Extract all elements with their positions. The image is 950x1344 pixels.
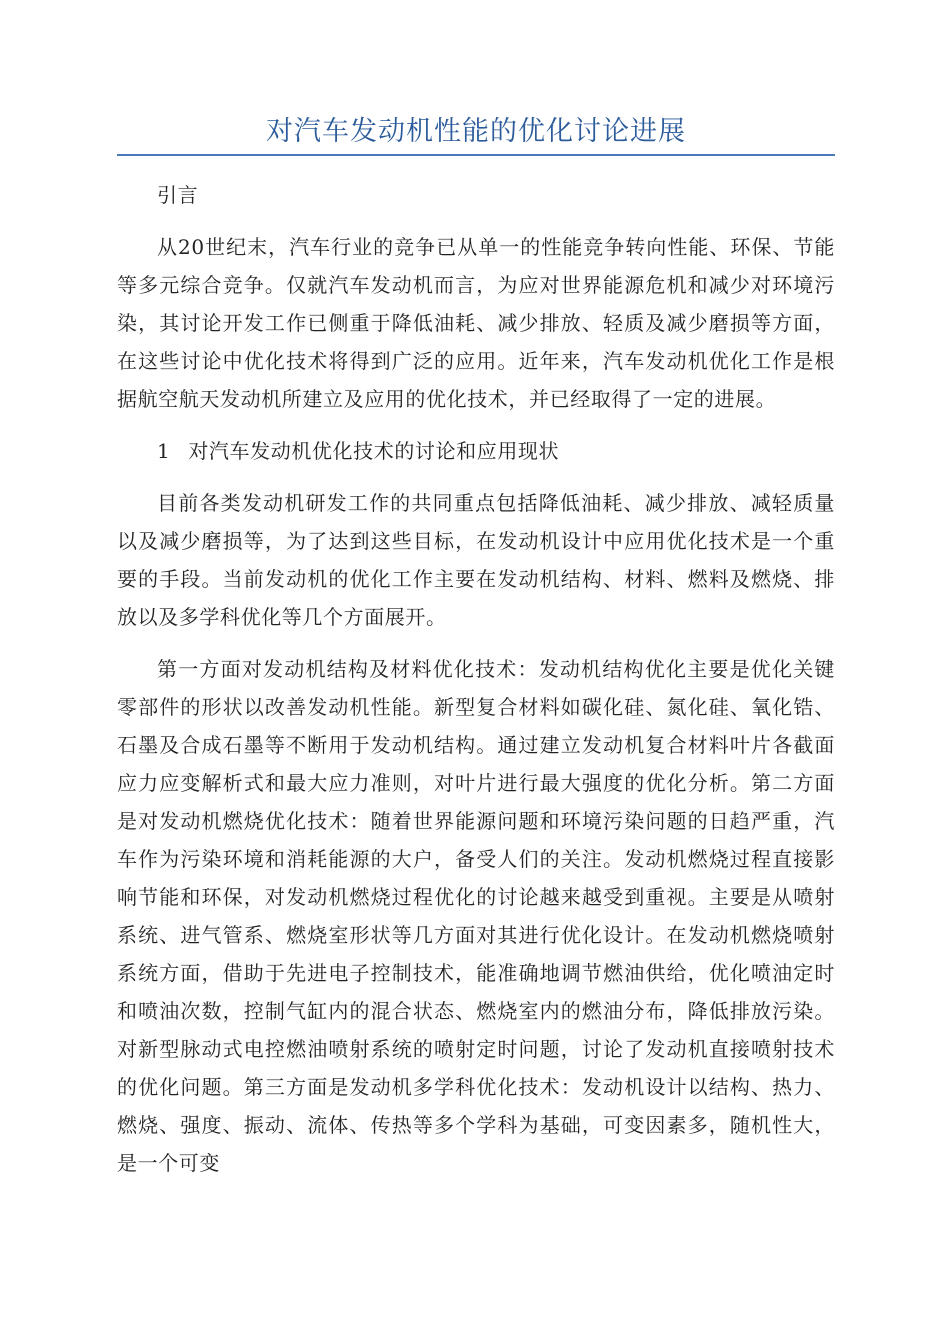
section1-heading-text: 对汽车发动机优化技术的讨论和应用现状 [188,439,560,463]
document-body [117,176,835,1196]
section1-number: 1 [157,439,171,463]
intro-heading: 引言 [157,183,199,207]
section1-paragraph-2: 第一方面对发动机结构及材料优化技术：发动机结构优化主要是优化关键零部件的形状以改善发动机性能。新型复合材料如碳化硅、氮化硅、氧化锆、石墨及合成石墨等不断用于发动机结构。通过建立发动机复合材料叶片各截面应力应变解析式和最大应力准则，对叶片进行最大强度的优化分析。第二方面是对发动机燃烧优化技术：随着世界能源问题和环境污染问题的日趋严重，汽车作为污染环境和消耗能源的大户，备受人们的关注。发动机燃烧过程直接影响节能和环保，对发动机燃烧过程优化的讨论越来越受到重视。主要是从喷射系统、进气管系、燃烧室形状等几方面对其进行优化设计。在发动机燃烧喷射系统方面，借助于先进电子控制技术，能准确地调节燃油供给，优化喷油定时和喷油次数，控制气缸内的混合状态、燃烧室内的燃油分布，降低排放污染。对新型脉动式电控燃油喷射系统的喷射定时问题，讨论了发动机直接喷射技术的优化问题。第三方面是发动机多学科优化技术：发动机设计以结构、热力、燃烧、强度、振动、流体、传热等多个学科为基础，可变因素多，随机性大，是一个可变 [117,657,835,1175]
section1-heading [117,432,835,470]
intro-paragraph: 从20世纪末，汽车行业的竞争已从单一的性能竞争转向性能、环保、节能等多元综合竞争。仅就汽车发动机而言，为应对世界能源危机和减少对环境污染，其讨论开发工作已侧重于降低油耗、减少排放、轻质及减少磨损等方面，在这些讨论中优化技术将得到广泛的应用。近年来，汽车发动机优化工作是根据航空航天发动机所建立及应用的优化技术，并已经取得了一定的进展。 [117,235,835,411]
title-underline [117,154,835,156]
section1-paragraph-1: 目前各类发动机研发工作的共同重点包括降低油耗、减少排放、减轻质量以及减少磨损等，为了达到这些目标，在发动机设计中应用优化技术是一个重要的手段。当前发动机的优化工作主要在发动机结构、材料、燃料及燃烧、排放以及多学科优化等几个方面展开。 [117,491,835,629]
document-title: 对汽车发动机性能的优化讨论进展 [266,116,686,147]
